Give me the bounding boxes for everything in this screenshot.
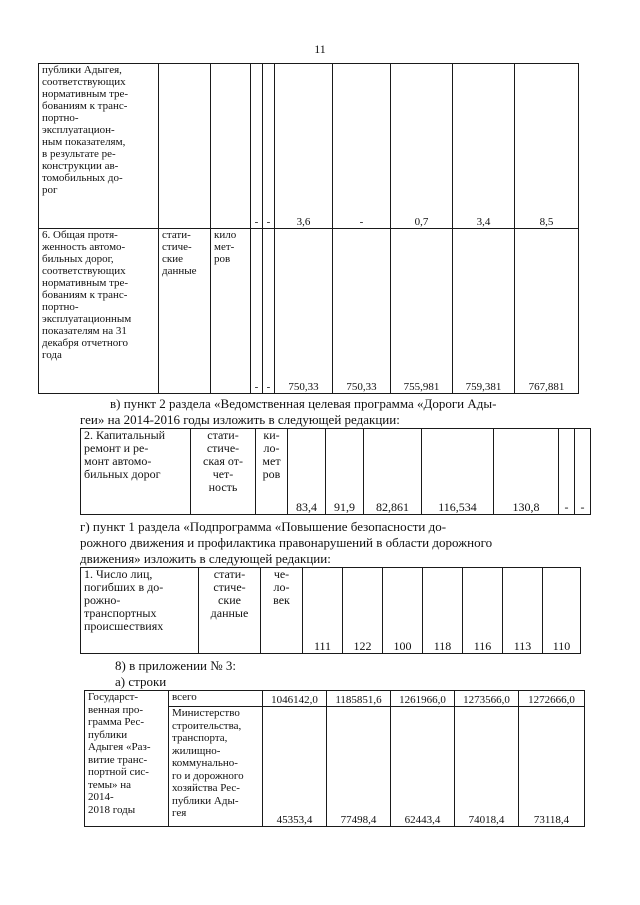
value-cell: 750,33 [333,229,391,394]
value-cell: 3,6 [275,64,333,229]
data-source: стати- стиче- ские данные [159,229,211,394]
paragraph-v: в) пункт 2 раздела «Ведомственная целевая программа «Дороги Ады- геи» на 2014-2016 годы изложить в следующей редакции: [80,396,497,427]
value-cell: 750,33 [275,229,333,394]
value-cell: 62443,4 [391,707,455,827]
unit [211,64,251,229]
value-cell: 73118,4 [519,707,585,827]
value-cell: 767,881 [515,229,579,394]
program-name: Государст- венная про- грамма Рес- публики Адыгея «Раз- витие транс- портной сис- темы» на 2014- 2018 годы [85,691,169,827]
unit: че- ло- век [261,568,303,654]
table-row [81,568,581,654]
paragraph-g: г) пункт 1 раздела «Подпрограмма «Повышение безопасности до- рожного движения и профилактика правонарушений в области дорожного движения» изложить в следующей редакции: [80,519,493,566]
value-cell: 759,381 [453,229,515,394]
value-cell: - [263,64,275,229]
row-label: Министерство строительства, транспорта, жилищно- коммунально- го и дорожного хозяйства Рес- публики Ады- гея [169,707,263,827]
value-cell: 1261966,0 [391,691,455,707]
data-source [159,64,211,229]
table-row [39,64,579,229]
value-cell: 74018,4 [455,707,519,827]
unit: кило мет- ров [211,229,251,394]
indicator-label: 2. Капитальный ремонт и ре- монт автомо- бильных дорог [81,429,191,515]
value-cell: 1185851,6 [327,691,391,707]
paragraph-8: 8) в приложении № 3: [115,658,237,673]
value-cell: - [575,429,591,515]
value-cell: - [251,64,263,229]
page-number: 11 [314,42,326,56]
value-cell: 116,534 [422,429,494,515]
indicator-table-1 [38,63,579,394]
value-cell: 0,7 [391,64,453,229]
value-cell: - [263,229,275,394]
value-cell: 755,981 [391,229,453,394]
value-cell: 83,4 [288,429,326,515]
value-cell: 1273566,0 [455,691,519,707]
table-row [81,429,591,515]
row-label: всего [169,691,263,707]
indicator-table-2 [80,428,591,515]
paragraph-a: а) строки [115,674,167,689]
table-row [85,691,585,707]
value-cell: - [559,429,575,515]
indicator-table-3 [80,567,581,654]
value-cell: 116 [463,568,503,654]
value-cell: - [251,229,263,394]
data-source: стати- стиче- ская от- чет- ность [191,429,256,515]
value-cell: 45353,4 [263,707,327,827]
value-cell: 130,8 [494,429,559,515]
value-cell: 118 [423,568,463,654]
value-cell: 3,4 [453,64,515,229]
value-cell: 111 [303,568,343,654]
value-cell: 100 [383,568,423,654]
data-source: стати- стиче- ские данные [199,568,261,654]
value-cell: 1272666,0 [519,691,585,707]
value-cell: 1046142,0 [263,691,327,707]
value-cell: 110 [543,568,581,654]
value-cell: 77498,4 [327,707,391,827]
value-cell: 113 [503,568,543,654]
table-row [39,229,579,394]
funding-table [84,690,585,827]
indicator-label: 6. Общая протя- женность автомо- бильных дорог, соответствующих нормативным тре- бованиям к транс- портно- эксплуатационным показателям на 31 декабря отчетного года [39,229,159,394]
value-cell: 122 [343,568,383,654]
value-cell: 91,9 [326,429,364,515]
value-cell: - [333,64,391,229]
value-cell: 8,5 [515,64,579,229]
value-cell: 82,861 [364,429,422,515]
unit: ки- ло- мет ров [256,429,288,515]
indicator-label: 1. Число лиц, погибших в до- рожно- транспортных происшествиях [81,568,199,654]
indicator-label: публики Адыгея, соответствующих нормативным тре- бованиям к транс- портно- эксплуатацион- ным показателям, в результате ре- конструкции ав- томобильных до- рог [39,64,159,229]
